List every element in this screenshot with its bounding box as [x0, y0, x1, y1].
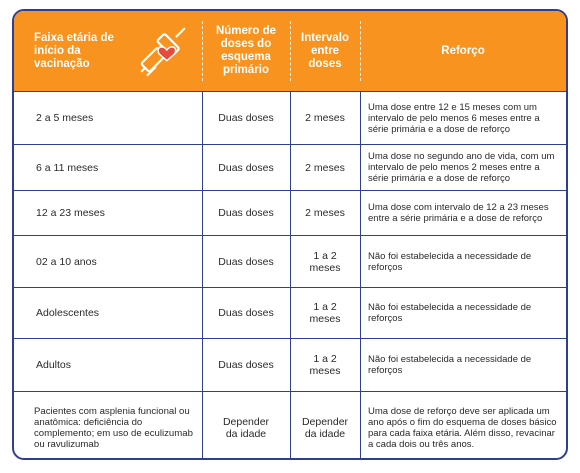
interval-text: 1 a 2 meses: [309, 301, 341, 325]
table-header: [14, 11, 566, 91]
header-doses: [202, 11, 290, 91]
cell-doses: Duas doses: [202, 191, 290, 235]
cell-interval: 2 meses: [290, 145, 360, 190]
cell-doses: Duas doses: [202, 339, 290, 391]
cell-interval: [290, 288, 360, 338]
cell-doses: [202, 392, 290, 460]
cell-age: Adultos: [36, 359, 72, 371]
cell-booster: Uma dose com intervalo de 12 a 23 meses entre a série primária e a dose de reforço: [360, 191, 566, 235]
header-booster-label: Reforço: [441, 44, 485, 57]
cell-booster: Não foi estabelecida a necessidade de reforços: [360, 288, 566, 338]
header-doses-label: Número de doses do esquema primário: [215, 25, 277, 76]
cell-age: 6 a 11 meses: [36, 161, 99, 174]
cell-age: 02 a 10 anos: [36, 255, 97, 268]
table-row: [14, 287, 566, 338]
cell-interval: 2 meses: [290, 92, 360, 144]
cell-doses: Duas doses: [202, 236, 290, 287]
cell-interval: [290, 236, 360, 287]
table-row: [14, 144, 566, 190]
table-row: [14, 391, 566, 460]
cell-booster: Uma dose de reforço deve ser aplicada um ano após o fim do esquema de doses básico para cada faixa etária. Além disso, revacinar a cada dois ou três anos.: [360, 392, 566, 460]
table-row: [14, 338, 566, 391]
cell-booster: Uma dose no segundo ano de vida, com um intervalo de pelo menos 2 meses entre a série primária e a dose de reforço: [360, 145, 566, 190]
cell-age: 2 a 5 meses: [36, 112, 94, 124]
cell-age: Adolescentes: [36, 307, 100, 319]
cell-doses: Duas doses: [202, 145, 290, 190]
table-body: [14, 91, 566, 460]
cell-interval: [290, 339, 360, 391]
header-booster: [360, 11, 566, 91]
table-row: [14, 235, 566, 287]
cell-booster: Não foi estabelecida a necessidade de reforços: [360, 339, 566, 391]
cell-booster: Uma dose entre 12 e 15 meses com um intervalo de pelo menos 6 meses entre a série primária e a dose de reforço: [360, 92, 566, 144]
vaccination-table: [12, 9, 568, 460]
interval-text: 1 a 2 meses: [309, 353, 341, 377]
cell-doses: Duas doses: [202, 92, 290, 144]
cell-interval: [290, 392, 360, 460]
cell-doses: Duas doses: [202, 288, 290, 338]
table-row: [14, 190, 566, 235]
cell-age: 12 a 23 meses: [36, 207, 105, 219]
header-interval: [290, 11, 360, 91]
header-age-label: Faixa etária de início da vacinação: [34, 31, 114, 70]
syringe-icon: [134, 21, 192, 79]
table-row: [14, 91, 566, 144]
doses-text: Depender da idade: [222, 416, 270, 440]
cell-age: Pacientes com asplenia funcional ou anatômica: deficiência do complemento; em uso de eculizumab ou ravulizumab: [34, 406, 193, 450]
header-age: [14, 11, 202, 91]
interval-text: 1 a 2 meses: [309, 249, 341, 274]
header-interval-label: Intervalo entre doses: [301, 31, 349, 70]
cell-interval: 2 meses: [290, 191, 360, 235]
interval-text: Depender da idade: [301, 416, 349, 440]
cell-booster: Não foi estabelecida a necessidade de reforços: [360, 236, 566, 287]
